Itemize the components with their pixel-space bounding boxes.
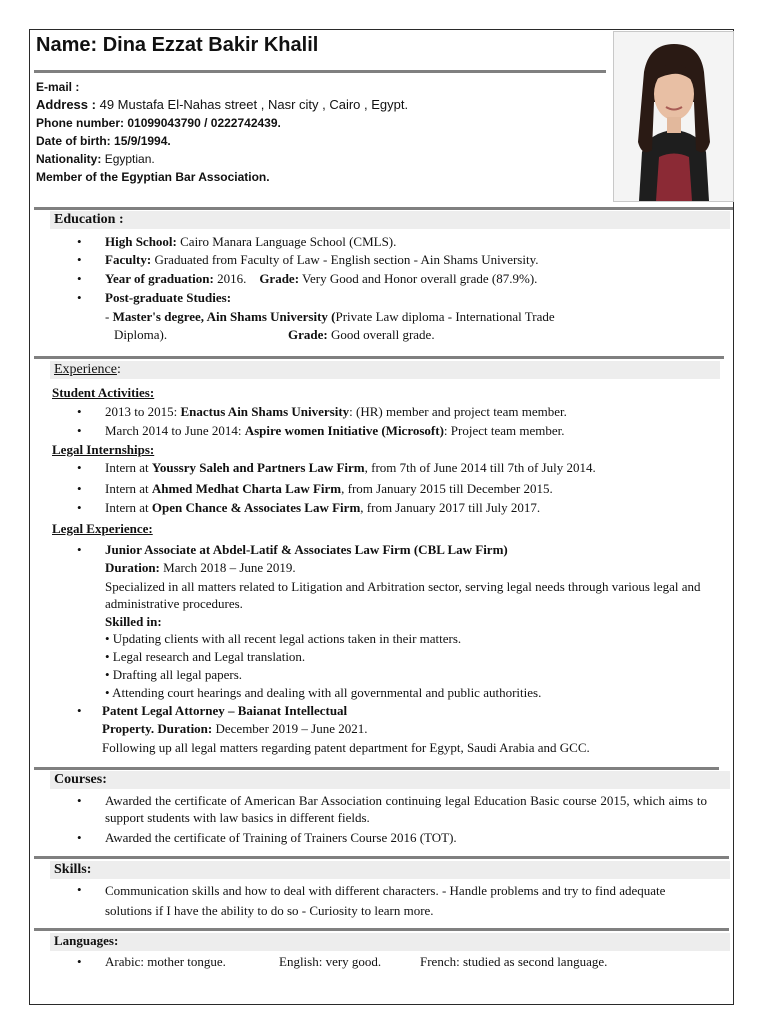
item-text: : (HR) member and project team member. (349, 404, 567, 419)
dob-value: 15/9/1994. (114, 134, 171, 148)
bullet: • (77, 252, 82, 267)
nationality-label: Nationality: (36, 152, 102, 166)
languages-divider (34, 928, 729, 931)
legal-internships-label: Legal Internships: (52, 442, 155, 457)
item-text: , from January 2017 till July 2017. (360, 500, 541, 515)
job1-duration-label: Duration: (105, 560, 160, 575)
job2-title: Patent Legal Attorney – Baianat Intellectual (102, 703, 348, 718)
item-text: : Project team member. (443, 423, 565, 438)
high-school-line (105, 234, 396, 250)
job1-description: Specialized in all matters related to Litigation and Arbitration sector, serving legal needs through various legal and administrative procedures. (105, 579, 701, 611)
bullet: • (77, 954, 82, 969)
item-bold: Enactus Ain Shams University (180, 404, 350, 419)
contact-block (36, 78, 408, 186)
postgrad-label: Post-graduate Studies: (105, 290, 232, 305)
phone-row (36, 114, 408, 132)
languages-title: Languages: (54, 933, 119, 948)
graduation-year-label: Year of graduation: (105, 271, 214, 286)
email-label: E-mail : (36, 80, 80, 94)
language-arabic: Arabic: mother tongue. (105, 954, 226, 969)
postgrad-line (105, 290, 231, 306)
graduation-line (105, 271, 537, 287)
portrait-illustration (614, 32, 733, 201)
job2-duration: December 2019 – June 2021. (215, 721, 368, 736)
bullet: • (77, 404, 82, 419)
item-bold: Open Chance & Associates Law Firm (151, 500, 361, 515)
education-divider (34, 207, 733, 210)
nationality-row (36, 150, 408, 168)
job2-duration-line (102, 721, 368, 737)
course-item: Awarded the certificate of American Bar Association continuing legal Education Basic course 2015, which aims to support students with law basics in different fields. (105, 793, 707, 825)
bullet: • (77, 290, 82, 305)
language-french: French: studied as second language. (420, 954, 608, 969)
faculty-line (105, 252, 539, 268)
grade-value: Very Good and Honor overall grade (87.9%). (302, 271, 538, 286)
skill-item: Communication skills and how to deal with different characters. - Handle problems and try to find adequate solutions if I have the ability to do so - Curiosity to learn more. (105, 883, 666, 918)
job1-skill-item: • Legal research and Legal translation. (105, 649, 306, 664)
membership-text: Member of the Egyptian Bar Association. (36, 170, 270, 184)
bullet: • (77, 830, 82, 845)
job2-description: Following up all legal matters regarding patent department for Egypt, Saudi Arabia and GCC. (102, 740, 590, 755)
phone-label: Phone number: (36, 116, 125, 130)
student-item (105, 404, 567, 420)
item-bold: Aspire women Initiative (Microsoft) (244, 423, 444, 438)
masters-grade-label: Grade: (288, 327, 328, 342)
experience-divider (34, 356, 724, 359)
experience-title: Experience (54, 362, 117, 377)
faculty-label: Faculty: (105, 252, 152, 267)
job1-title: Junior Associate at Abdel-Latif & Associates Law Firm (CBL Law Firm) (105, 542, 508, 557)
legal-experience-label: Legal Experience: (52, 521, 153, 536)
bullet: • (77, 460, 82, 475)
masters-grade: Good overall grade. (330, 327, 435, 342)
bullet: • (77, 234, 82, 249)
masters-grade-line (288, 327, 435, 343)
dob-row (36, 132, 408, 150)
masters-label: Master's degree, Ain Shams University ( (112, 309, 336, 324)
bullet: • (77, 882, 82, 897)
skills-header-bar (50, 861, 730, 879)
membership-row (36, 168, 408, 186)
item-text: , from 7th of June 2014 till 7th of July 2014. (364, 460, 596, 475)
profile-photo (613, 31, 734, 202)
experience-header-bar (50, 361, 720, 379)
courses-header-bar (50, 771, 730, 789)
item-text: , from January 2015 till December 2015. (341, 481, 553, 496)
student-item (105, 423, 565, 439)
education-title: Education : (54, 212, 124, 227)
internship-item (105, 460, 596, 476)
internship-item (105, 500, 540, 516)
bullet: • (77, 500, 82, 515)
job1-duration: March 2018 – June 2019. (163, 560, 296, 575)
bullet: • (77, 793, 82, 808)
header-divider (34, 70, 606, 73)
graduation-year: 2016. (217, 271, 247, 286)
item-text: 2013 to 2015: (105, 404, 181, 419)
job1-skill-item: • Drafting all legal papers. (105, 667, 243, 682)
phone-value: 01099043790 / 0222742439. (127, 116, 281, 130)
masters-line (105, 309, 555, 325)
item-text: Intern at (105, 500, 152, 515)
job1-skilled-label: Skilled in: (105, 614, 162, 629)
resume-page (29, 29, 734, 1005)
bullet: • (77, 703, 82, 718)
address-value: 49 Mustafa El-Nahas street , Nasr city , Cairo , Egypt. (99, 97, 409, 112)
course-item: Awarded the certificate of Training of Trainers Course 2016 (TOT). (105, 830, 457, 845)
faculty-value: Graduated from Faculty of Law - English section - Ain Shams University. (154, 252, 539, 267)
item-bold: Ahmed Medhat Charta Law Firm (151, 481, 342, 496)
dob-label: Date of birth: (36, 134, 111, 148)
nationality-value: Egyptian. (104, 152, 155, 166)
high-school-value: Cairo Manara Language School (CMLS). (180, 234, 397, 249)
grade-label: Grade: (259, 271, 300, 286)
job1-duration-line (105, 560, 296, 576)
education-header-bar (50, 211, 730, 229)
address-label: Address : (36, 97, 96, 112)
email-row (36, 78, 408, 96)
job1-skill-item: • Attending court hearings and dealing with all governmental and public authorities. (105, 685, 542, 700)
item-bold: Youssry Saleh and Partners Law Firm (151, 460, 365, 475)
internship-item (105, 481, 553, 497)
bullet: • (77, 271, 82, 286)
courses-divider (34, 767, 719, 770)
item-text: Intern at (105, 481, 152, 496)
masters-cont-line (114, 327, 167, 343)
experience-title-line (54, 362, 121, 378)
skills-title: Skills: (54, 862, 92, 877)
courses-title: Courses: (54, 772, 107, 787)
high-school-label: High School: (105, 234, 177, 249)
languages-header-bar (50, 933, 730, 951)
language-english: English: very good. (279, 954, 382, 969)
bullet: • (77, 423, 82, 438)
item-text: March 2014 to June 2014: (105, 423, 245, 438)
bullet: • (77, 481, 82, 496)
bullet: • (77, 542, 82, 557)
skills-divider (34, 856, 729, 859)
student-activities-label: Student Activities: (52, 385, 155, 400)
item-text: Intern at (105, 460, 152, 475)
job1-skill-item: • Updating clients with all recent legal actions taken in their matters. (105, 631, 462, 646)
candidate-name: Name: Dina Ezzat Bakir Khalil (36, 34, 319, 56)
job2-title-cont: Property. Duration: (102, 721, 213, 736)
experience-colon: : (116, 362, 121, 377)
masters-text: Private Law diploma - International Trade (335, 309, 555, 324)
masters-dash: - (105, 309, 113, 324)
address-row (36, 96, 408, 114)
masters-cont: Diploma). (114, 327, 168, 342)
